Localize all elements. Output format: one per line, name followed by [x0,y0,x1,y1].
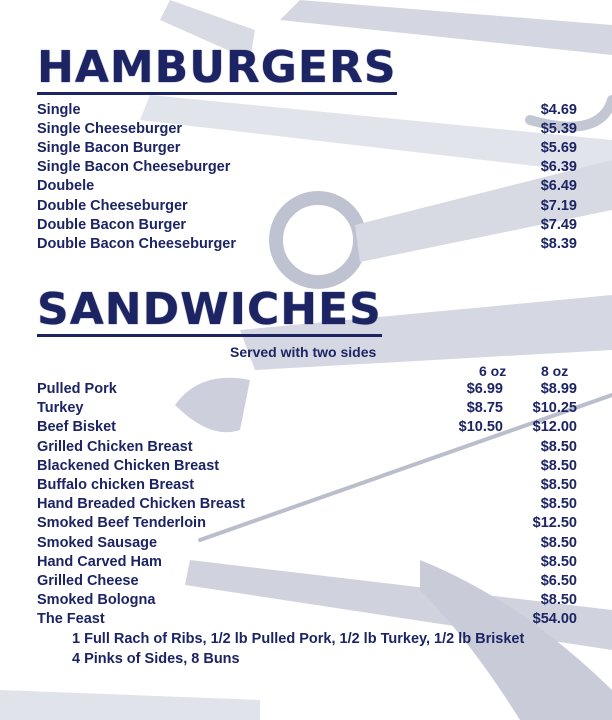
menu-item-row [37,457,577,476]
menu-item-name: Beef Bisket [37,419,116,436]
menu-item-row [37,399,577,418]
menu-item-row [37,495,577,514]
menu-item-price: $7.19 [540,197,577,214]
menu-item-row [37,572,577,591]
menu-item-row [37,514,577,533]
menu-item-price: $8.50 [540,477,577,493]
menu-item-row [37,216,577,235]
menu-item-name: Single Cheeseburger [37,121,183,138]
menu-item-name: Double Cheeseburger [37,197,188,214]
menu-item-price: $10.25 [532,400,577,417]
menu-item-price: $8.50 [540,534,577,551]
menu-item-price: $54.00 [532,611,577,628]
menu-item-price-6oz: $10.50 [458,419,503,436]
menu-item-name: Double Bacon Cheeseburger [37,235,237,252]
menu-item-name: Buffalo chicken Breast [37,477,195,493]
menu-item-price: $8.39 [540,235,577,252]
menu-item-name: Double Bacon Burger [37,216,187,233]
menu-item-name: Single Bacon Burger [37,140,181,157]
menu-item-row [37,610,577,629]
menu-item-row [37,591,577,610]
menu-item-name: Turkey [37,400,84,417]
menu-item-name: Grilled Chicken Breast [37,438,193,455]
hamburgers-heading: HAMBURGERS [37,42,397,93]
menu-item-price: $5.69 [540,140,577,157]
menu-item-name: The Feast [37,611,105,628]
column-header-8oz: 8 oz [541,363,569,379]
menu-item-price: $8.50 [540,457,577,474]
menu-item-row [37,177,577,196]
menu-item-name: Blackened Chicken Breast [37,457,220,474]
menu-item-name: Smoked Sausage [37,534,158,551]
menu-item-price: $8.50 [540,553,577,570]
menu-item-price: $8.50 [540,438,577,455]
menu-item-row [37,101,577,120]
menu-item-row [37,235,577,254]
column-header-6oz: 6 oz [479,363,507,379]
menu-item-price: $8.99 [540,381,577,397]
menu-item-row [37,476,577,495]
menu-item-row [37,197,577,216]
menu-item-row [37,438,577,457]
menu-item-price: $5.39 [540,121,577,138]
menu-item-row [37,158,577,177]
menu-item-price-6oz: $6.99 [466,381,503,397]
menu-item-price: $8.50 [540,592,577,609]
menu-item-name: Hand Breaded Chicken Breast [37,496,245,513]
menu-item-name: Smoked Bologna [37,592,156,609]
menu-item-price: $6.49 [540,178,577,195]
menu-item-price: $12.00 [532,419,577,436]
sandwiches-subtitle: Served with two sides [230,344,377,360]
menu-item-price: $4.69 [540,102,577,118]
menu-item-name: Smoked Beef Tenderloin [37,515,206,532]
menu-item-row [37,120,577,139]
sandwiches-heading: SANDWICHES [37,284,382,335]
menu-item-name: Grilled Cheese [37,573,139,589]
menu-item-price: $8.50 [540,496,577,513]
menu-item-price-6oz: $8.75 [466,400,503,417]
menu-item-row [37,553,577,572]
menu-item-price: $6.39 [540,159,577,176]
menu-item-name: Pulled Pork [37,381,117,397]
menu-item-row [37,534,577,553]
menu-item-name: Single Bacon Cheeseburger [37,159,231,176]
menu-item-name: Hand Carved Ham [37,553,162,570]
menu-item-name: Single [37,102,81,118]
menu-item-row [37,418,577,437]
menu-item-name: Doubele [37,178,95,195]
menu-item-price: $7.49 [540,216,577,233]
menu-item-price: $12.50 [532,515,577,532]
menu-item-price: $6.50 [540,573,577,589]
menu-item-row [37,380,577,399]
menu-item-row [37,139,577,158]
feast-description-line-1: 1 Full Rach of Ribs, 1/2 lb Pulled Pork, 1/2 lb Turkey, 1/2 lb Brisket [72,631,525,647]
feast-description-line-2: 4 Pinks of Sides, 8 Buns [72,651,240,667]
